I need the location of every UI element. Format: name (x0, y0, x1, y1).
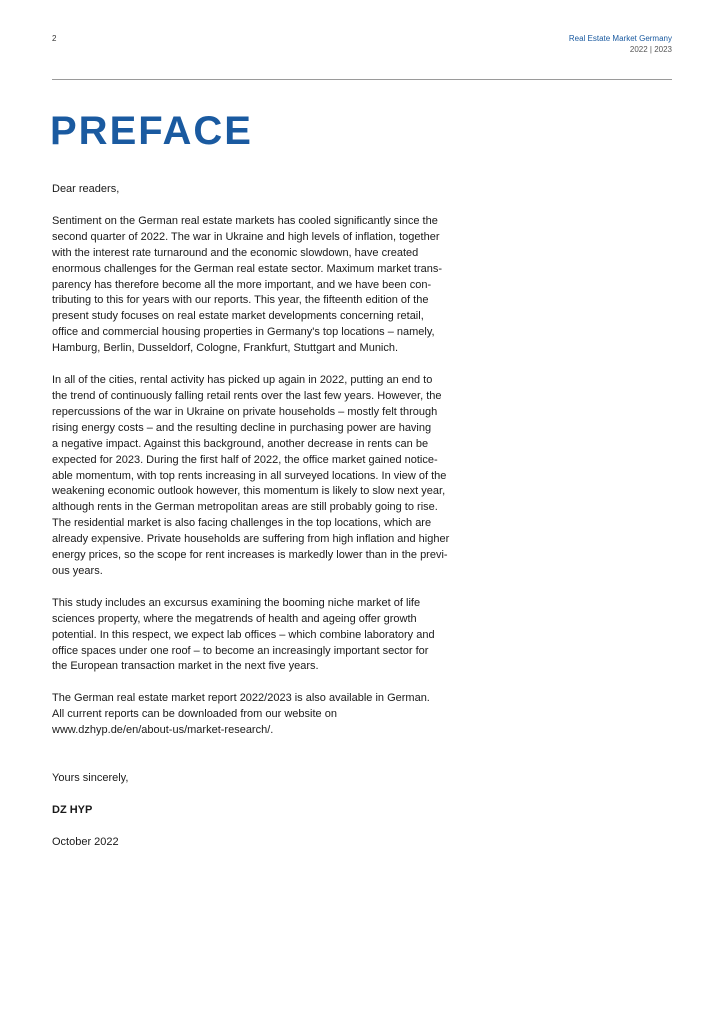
text-line: second quarter of 2022. The war in Ukraine and high levels of inflation, together (52, 230, 440, 243)
running-header (569, 33, 672, 55)
text-line: tributing to this for years with our reports. This year, the fifteenth edition of the (52, 294, 429, 307)
text-line: the European transaction market in the next five years. (52, 660, 319, 673)
text-line: already expensive. Private households are suffering from high inflation and higher (52, 533, 450, 546)
running-header-title: Real Estate Market Germany (568, 34, 672, 43)
header-rule (52, 79, 672, 80)
text-line: In all of the cities, rental activity has picked up again in 2022, putting an end to (52, 374, 433, 387)
running-header-years: 2022 | 2023 (629, 45, 672, 54)
page-title: PREFACE (50, 109, 253, 153)
text-line: Hamburg, Berlin, Dusseldorf, Cologne, Frankfurt, Stuttgart and Munich. (52, 342, 399, 355)
text-line: The German real estate market report 2022/2023 is also available in German. (52, 692, 430, 705)
text-line: sciences property, where the megatrends of health and ageing offer growth (52, 612, 417, 625)
page-number: 2 (52, 34, 57, 43)
text-line: rising energy costs – and the resulting decline in purchasing power are having (52, 421, 432, 434)
paragraph (52, 214, 472, 357)
text-line: All current reports can be downloaded from our website on (52, 708, 337, 721)
text-line: energy prices, so the scope for rent increases is markedly lower than in the previ- (52, 549, 448, 562)
text-line: parency has therefore become all the more important, and we have been con- (52, 278, 432, 291)
website-link[interactable]: www.dzhyp.de/en/about-us/market-research/. (52, 724, 274, 737)
text-line: Sentiment on the German real estate markets has cooled significantly since the (52, 214, 438, 227)
text-line: enormous challenges for the German real estate sector. Maximum market trans- (52, 262, 443, 275)
text-line: This study includes an excursus examining the booming niche market of life (52, 596, 421, 609)
text-line: office and commercial housing properties in Germany's top locations – namely, (52, 326, 435, 339)
text-line: with the interest rate turnaround and the economic slowdown, have created (52, 246, 419, 259)
text-line: office spaces under one roof – to become an increasingly important sector for (52, 644, 429, 657)
text-line: expected for 2023. During the first half of 2022, the office market gained notice- (52, 453, 438, 466)
closing: Yours sincerely, (52, 772, 129, 785)
signature: DZ HYP (52, 804, 93, 816)
text-line: although rents in the German metropolitan areas are still probably going to rise. (52, 501, 438, 514)
paragraph (52, 373, 472, 580)
preface-body (52, 182, 472, 867)
text-line: present study focuses on real estate market developments concerning retail, (52, 310, 424, 323)
text-line: able momentum, with top rents increasing in all surveyed locations. In view of the (52, 469, 447, 482)
text-line: a negative impact. Against this background, another decrease in rents can be (52, 437, 429, 450)
paragraph (52, 596, 472, 676)
text-line: ous years. (52, 564, 103, 577)
text-line: the trend of continuously falling retail rents over the last few years. However, the (52, 389, 442, 402)
text-line: weakening economic outlook however, this momentum is likely to slow next year, (52, 485, 446, 498)
text-line: repercussions of the war in Ukraine on private households – mostly felt through (52, 405, 438, 418)
text-line: The residential market is also facing challenges in the top locations, which are (52, 517, 432, 530)
paragraph (52, 691, 472, 739)
date: October 2022 (52, 835, 119, 848)
salutation: Dear readers, (52, 183, 120, 195)
text-line: potential. In this respect, we expect lab offices – which combine laboratory and (52, 628, 435, 641)
